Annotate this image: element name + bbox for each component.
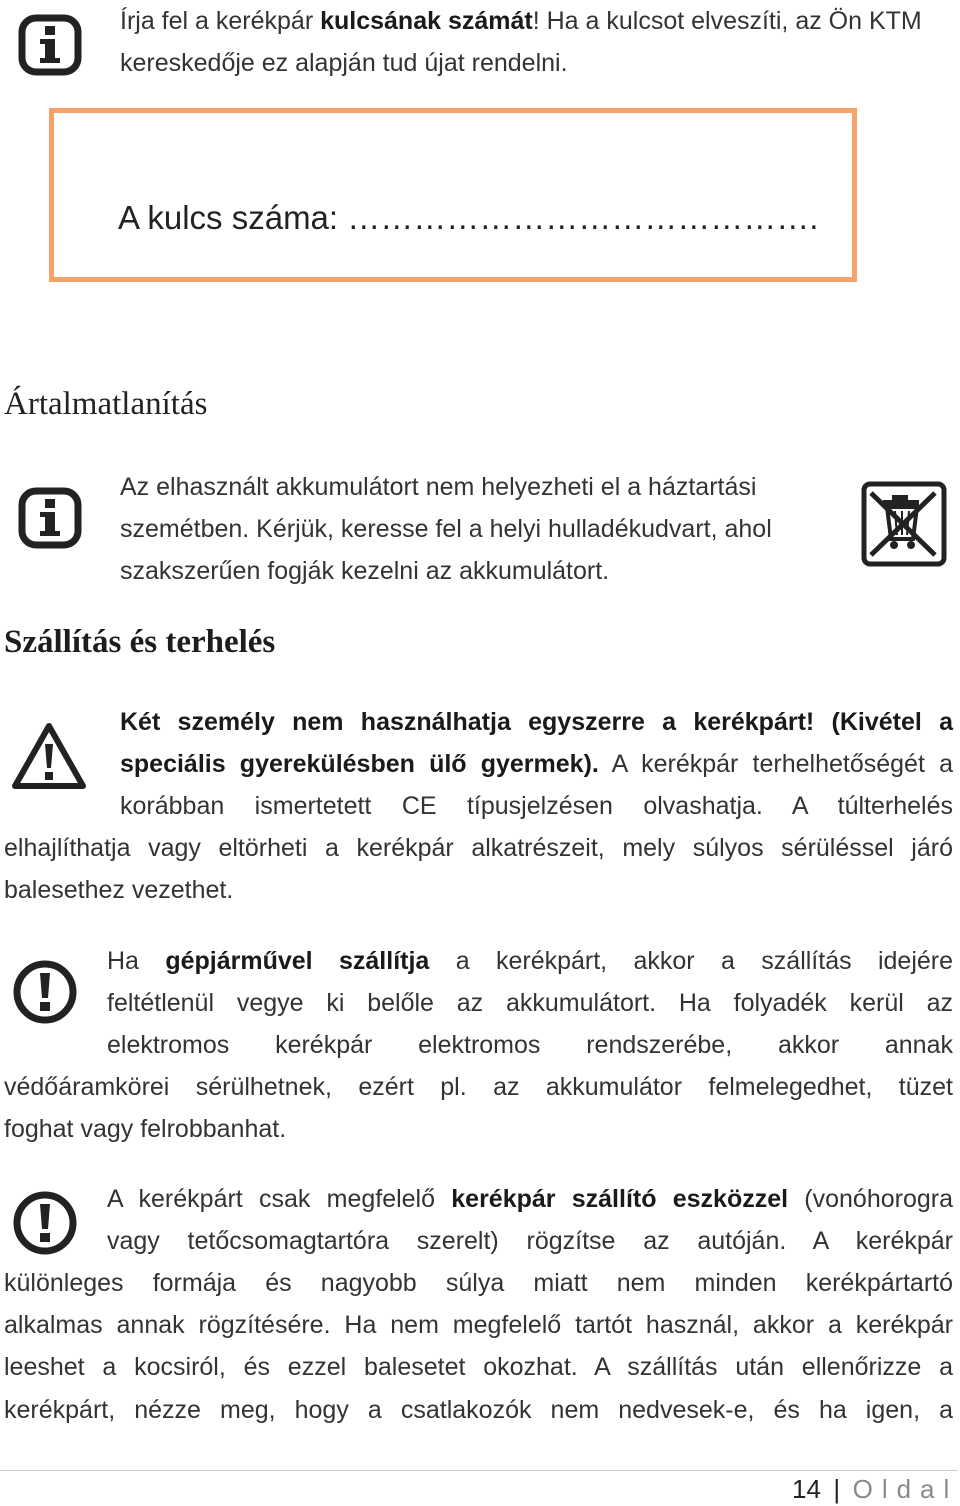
car-transport-line2: feltétlenül vegye ki belőle az akkumulátort. Ha folyadék kerül az [107, 989, 953, 1017]
car-transport-line5: foghat vagy felrobbanhat. [4, 1115, 287, 1143]
exclamation-circle-icon [13, 1191, 77, 1255]
exclamation-circle-icon [13, 960, 77, 1024]
page-number: 14 [792, 1474, 821, 1504]
car-transport-line1: Ha gépjárművel szállítja a kerékpárt, akkor a szállítás idejére [107, 947, 954, 975]
info-icon [18, 487, 82, 549]
disposal-text: Az elhasznált akkumulátort nem helyezheti el a háztartási szemétben. Kérjük, keresse fel a helyi hulladékudvart, ahol szakszerűen fogják kezelni az akkumulátort. [120, 473, 772, 585]
load-paragraph-line2: speciális gyerekülésben ülő gyermek). A kerékpár terhelhetőségét a [120, 750, 953, 778]
car-transport-line3: elektromos kerékpár elektromos rendszerébe, akkor annak [107, 1031, 953, 1059]
load-paragraph-line5: balesethez vezethet. [4, 876, 234, 904]
key-number-box [49, 108, 857, 282]
transport-heading: Szállítás és terhelés [4, 624, 276, 660]
footer-rule [0, 1470, 958, 1471]
carrier-line6: kerékpárt, nézze meg, hogy a csatlakozók nem nedvesek-e, és ha igen, a [4, 1396, 953, 1424]
carrier-line1: A kerékpárt csak megfelelő kerékpár szállító eszközzel (vonóhorogra [107, 1185, 954, 1213]
carrier-line5: leeshet a kocsiról, és ezzel balesetet okozhat. A szállítás után ellenőrizze a [4, 1353, 953, 1381]
warning-triangle-icon [12, 722, 86, 790]
page-word: Oldal [852, 1474, 959, 1504]
carrier-line3: különleges formája és nagyobb súlya miatt nem minden kerékpártartó [4, 1269, 953, 1297]
load-paragraph-line1: Két személy nem használhatja egyszerre a kerékpárt! (Kivétel a [120, 708, 953, 736]
key-note: Írja fel a kerékpár kulcsának számát! Ha a kulcsot elveszíti, az Ön KTM kereskedője ez alapján tud újat rendelni. [120, 7, 922, 77]
load-paragraph-line3: korábban ismertetett CE típusjelzésen olvashatja. A túlterhelés [120, 792, 953, 820]
page-separator: | [833, 1474, 841, 1504]
carrier-line4: alkalmas annak rögzítésére. Ha nem megfelelő tartót használ, akkor a kerékpár [4, 1311, 953, 1339]
load-paragraph-line4: elhajlíthatja vagy eltörheti a kerékpár alkatrészeit, mely súlyos sérüléssel járó [4, 834, 953, 862]
info-icon [18, 14, 82, 76]
disposal-heading: Ártalmatlanítás [4, 386, 208, 422]
page-footer [792, 1474, 958, 1505]
carrier-line2: vagy tetőcsomagtartóra szerelt) rögzítse az autóján. A kerékpár [107, 1227, 953, 1255]
key-number-label: A kulcs száma: ……………………………………. [118, 199, 819, 236]
crossed-bin-icon [861, 481, 947, 567]
car-transport-line4: védőáramkörei sérülhetnek, ezért pl. az akkumulátor felmelegedhet, tüzet [4, 1073, 953, 1101]
